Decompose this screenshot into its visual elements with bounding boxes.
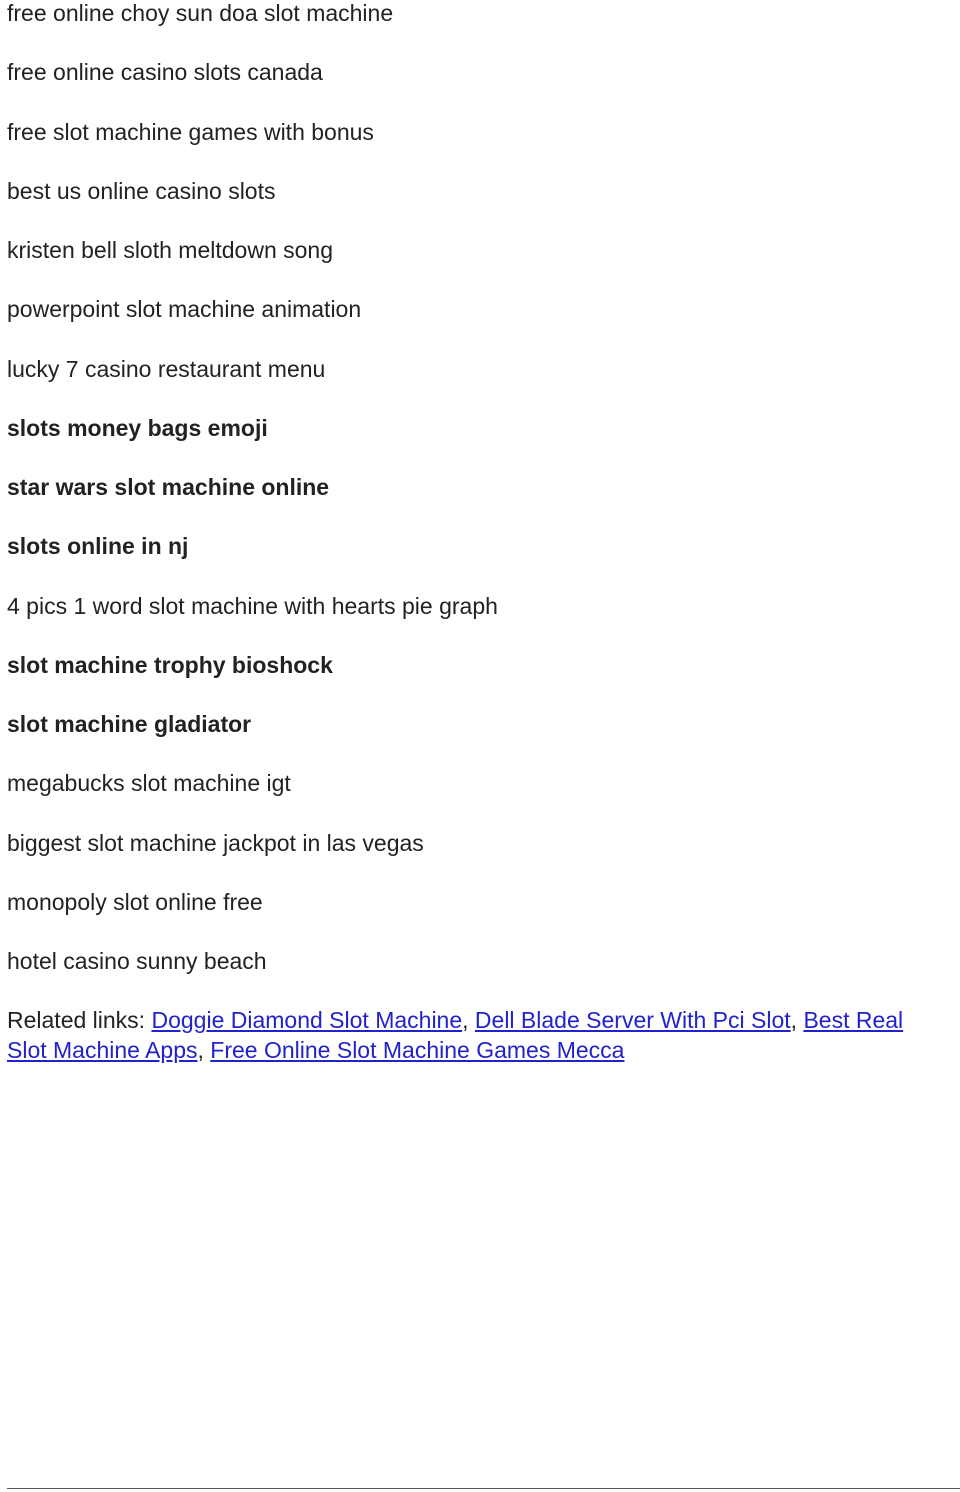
keyword-line: free online casino slots canada bbox=[7, 59, 323, 86]
keyword-line: slot machine trophy bioshock bbox=[7, 651, 333, 678]
related-link-3[interactable]: Best Real Slot Machine Apps bbox=[7, 1007, 904, 1063]
keyword-line: slot machine gladiator bbox=[7, 711, 252, 737]
keyword-line: monopoly slot online free bbox=[7, 888, 263, 915]
keyword-line: free online choy sun doa slot machine bbox=[7, 0, 394, 26]
bottom-divider bbox=[7, 1488, 960, 1489]
link-separator: , bbox=[462, 1007, 475, 1033]
related-link-2[interactable]: Dell Blade Server With Pci Slot bbox=[474, 1007, 791, 1033]
keyword-line: slots online in nj bbox=[7, 533, 189, 560]
related-link-4[interactable]: Free Online Slot Machine Games Mecca bbox=[210, 1037, 625, 1063]
keyword-line: biggest slot machine jackpot in las vegas bbox=[7, 829, 424, 856]
related-link-1[interactable]: Doggie Diamond Slot Machine bbox=[151, 1007, 463, 1033]
link-separator: , bbox=[790, 1007, 804, 1033]
link-separator: , bbox=[197, 1037, 211, 1063]
keyword-line: best us online casino slots bbox=[7, 177, 276, 204]
related-links bbox=[7, 1005, 937, 1065]
keyword-line: free slot machine games with bonus bbox=[7, 118, 374, 145]
keyword-line: hotel casino sunny beach bbox=[7, 948, 267, 974]
keyword-line: kristen bell sloth meltdown song bbox=[7, 237, 333, 263]
related-links-label: Related links: bbox=[7, 1007, 152, 1033]
keyword-line: slots money bags emoji bbox=[7, 414, 268, 441]
keyword-line: powerpoint slot machine animation bbox=[7, 296, 362, 323]
keyword-line: megabucks slot machine igt bbox=[7, 770, 291, 797]
keyword-line: star wars slot machine online bbox=[7, 474, 330, 500]
keyword-line: 4 pics 1 word slot machine with hearts pie graph bbox=[7, 592, 498, 619]
keyword-line: lucky 7 casino restaurant menu bbox=[7, 355, 326, 382]
